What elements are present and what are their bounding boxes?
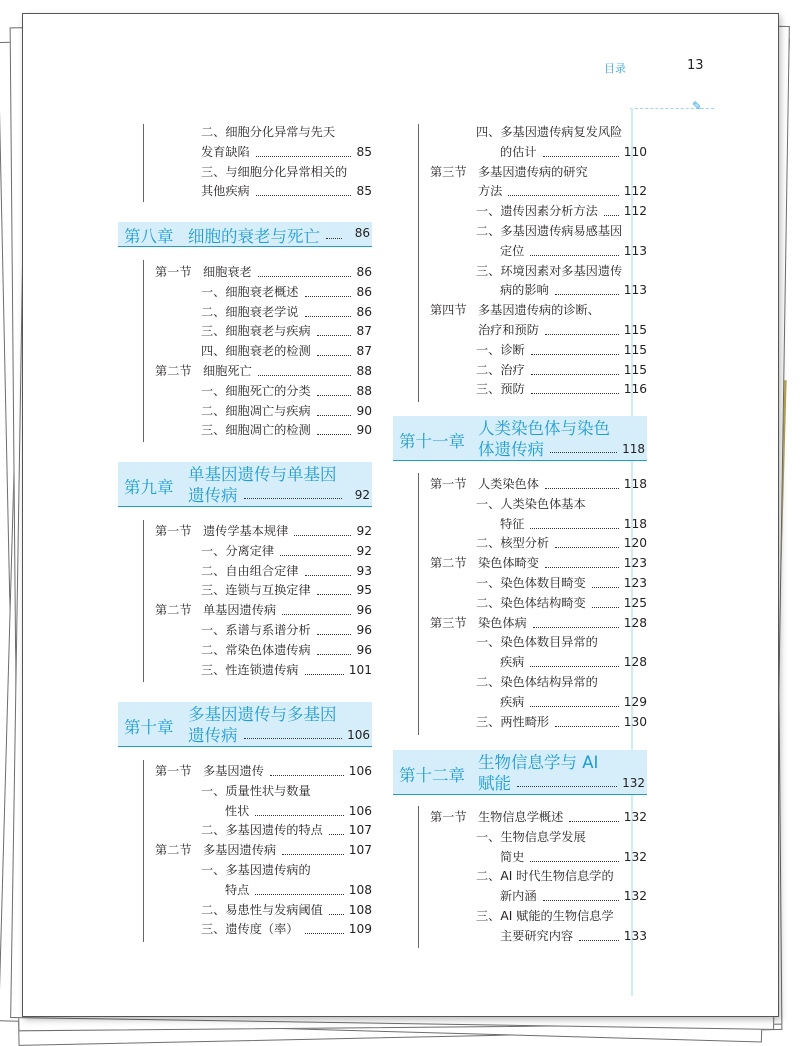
section-label: 第三节 <box>430 615 467 630</box>
section-label: 第一节 <box>155 764 192 778</box>
entry-page-number: 85 <box>356 184 372 199</box>
entry-page-number: 107 <box>348 843 372 858</box>
entry-title: 疾病 <box>500 655 525 670</box>
chapter-title: 人类染色体与染色 <box>478 419 610 438</box>
toc-entry <box>0 280 800 300</box>
chapter-heading <box>393 750 647 794</box>
chapter-number: 第十章 <box>124 718 174 737</box>
entry-title: 定位 <box>500 243 525 258</box>
entry-title: 四、多基因遗传病复发风险 <box>476 125 623 139</box>
entry-title: 特点 <box>225 882 250 897</box>
entry-page-number: 115 <box>623 323 647 337</box>
toc-entry <box>0 320 800 340</box>
chapter-underline <box>393 794 647 795</box>
leader-dots <box>530 692 618 707</box>
toc-entry <box>0 573 800 593</box>
entry-title: 三、连锁与互换定律 <box>201 583 311 598</box>
leader-dots <box>531 340 619 355</box>
leader-dots <box>531 379 619 394</box>
entry-page-number: 106 <box>348 803 372 818</box>
entry-title: 方法 <box>478 184 503 199</box>
toc-entry <box>0 827 800 847</box>
section-label: 第二节 <box>155 603 192 618</box>
toc-entry <box>0 122 800 142</box>
toc-entry <box>0 613 800 633</box>
entry-title: 遗传学基本规律 <box>203 524 289 538</box>
entry-title: 一、质量性状与数量 <box>201 783 311 798</box>
chapter-title: 细胞的衰老与死亡 <box>188 227 320 246</box>
entry-title: 三、性连锁遗传病 <box>201 662 299 677</box>
entry-title: 三、细胞衰老与疾病 <box>201 324 311 339</box>
entry-title: 细胞死亡 <box>203 364 252 378</box>
entry-title: 治疗和预防 <box>478 323 539 337</box>
toc-entry <box>0 632 800 652</box>
toc-entry <box>0 712 800 732</box>
entry-title: 二、易患性与发病阈值 <box>201 902 323 917</box>
entry-page-number: 113 <box>623 283 647 298</box>
entry-page-number: 107 <box>348 823 372 838</box>
entry-title: 一、染色体数目异常的 <box>476 635 598 650</box>
entry-title: 染色体病 <box>478 615 527 630</box>
entry-page-number: 93 <box>356 563 372 578</box>
pen-icon: ✎ <box>692 99 703 113</box>
entry-title: 单基因遗传病 <box>203 603 277 618</box>
entry-title: 生物信息学概述 <box>478 810 564 824</box>
toc-entry <box>0 652 800 672</box>
entry-page-number: 108 <box>348 882 372 897</box>
entry-title: 人类染色体 <box>478 477 539 491</box>
chapter-number: 第十二章 <box>399 766 465 785</box>
leader-dots <box>517 772 617 787</box>
entry-page-number: 109 <box>348 922 372 937</box>
entry-title: 一、细胞死亡的分类 <box>201 383 311 398</box>
chapter-heading <box>393 416 647 460</box>
entry-title: 二、自由组合定律 <box>201 563 299 578</box>
toc-entry <box>0 221 800 241</box>
entry-page-number: 113 <box>623 243 647 258</box>
toc-entry <box>0 926 800 946</box>
toc-entry <box>0 162 800 182</box>
section-label: 第二节 <box>155 364 192 378</box>
toc-entry <box>0 360 800 380</box>
entry-title: 一、细胞衰老概述 <box>201 284 299 299</box>
chapter-page-number: 92 <box>354 488 370 502</box>
entry-page-number: 112 <box>623 204 647 219</box>
chapter-title: 遗传病 <box>188 726 238 745</box>
entry-title: 发育缺陷 <box>201 144 250 159</box>
entry-title: 二、AI 时代生物信息学的 <box>476 869 614 884</box>
chapter-title: 遗传病 <box>188 486 238 505</box>
entry-page-number: 88 <box>356 383 372 398</box>
entry-page-number: 129 <box>623 694 647 709</box>
entry-title: 三、环境因素对多基因遗传 <box>476 263 623 278</box>
entry-title: 三、遗传度（率） <box>201 922 299 937</box>
toc-entry <box>0 692 800 712</box>
toc-entry <box>0 533 800 553</box>
toc-entry <box>0 886 800 906</box>
entry-title: 病的影响 <box>500 283 549 298</box>
entry-title: 二、染色体结构畸变 <box>476 595 586 610</box>
entry-page-number: 85 <box>356 144 372 159</box>
entry-title: 主要研究内容 <box>500 928 574 943</box>
entry-page-number: 128 <box>623 655 647 670</box>
entry-page-number: 96 <box>356 623 372 637</box>
toc-entry <box>0 553 800 573</box>
chapter-underline <box>393 460 647 461</box>
entry-title: 一、人类染色体基本 <box>476 496 586 511</box>
entry-title: 细胞衰老 <box>203 265 252 279</box>
entry-page-number: 108 <box>348 902 372 917</box>
entry-title: 三、AI 赋能的生物信息学 <box>476 909 614 923</box>
section-label: 第一节 <box>155 524 192 538</box>
entry-title: 三、预防 <box>476 382 525 397</box>
entry-page-number: 86 <box>356 284 372 299</box>
entry-page-number: 118 <box>623 516 647 531</box>
section-label: 第三节 <box>430 164 467 179</box>
entry-title: 二、多基因遗传的特点 <box>201 823 323 838</box>
toc-entry <box>0 906 800 926</box>
section-label: 第二节 <box>155 843 192 858</box>
toc-entry <box>0 181 800 201</box>
chapter-page-number: 106 <box>347 728 370 742</box>
entry-page-number: 86 <box>356 304 372 319</box>
entry-page-number: 87 <box>356 344 372 359</box>
section-label: 第一节 <box>430 477 467 491</box>
entry-title: 性状 <box>225 803 250 818</box>
chapter-title: 多基因遗传与多基因 <box>188 705 337 724</box>
leader-dots <box>530 241 618 256</box>
section-label: 第二节 <box>430 556 467 571</box>
entry-page-number: 130 <box>623 714 647 729</box>
leader-dots <box>533 613 619 628</box>
entry-page-number: 116 <box>623 382 647 397</box>
toc-entry <box>0 142 800 162</box>
entry-title: 二、细胞分化异常与先天 <box>201 125 336 139</box>
entry-title: 一、诊断 <box>476 342 525 357</box>
toc-entry <box>0 866 800 886</box>
entry-page-number: 132 <box>623 889 647 904</box>
chapter-title: 赋能 <box>478 774 511 793</box>
entry-page-number: 125 <box>623 595 647 610</box>
running-header-title: 目录 <box>604 62 626 75</box>
toc-entry <box>0 807 800 827</box>
leader-dots <box>530 514 618 529</box>
entry-title: 一、分离定律 <box>201 543 275 558</box>
entry-title: 三、两性畸形 <box>476 714 550 729</box>
toc-entry <box>0 593 800 613</box>
entry-page-number: 115 <box>623 342 647 357</box>
entry-title: 新内涵 <box>500 889 537 904</box>
section-label: 第一节 <box>430 810 467 824</box>
leader-dots <box>530 652 618 667</box>
entry-page-number: 92 <box>356 543 372 558</box>
chapter-page-number: 86 <box>354 226 370 240</box>
entry-page-number: 101 <box>348 662 372 677</box>
chapter-page-number: 132 <box>622 776 645 790</box>
chapter-underline <box>118 746 372 747</box>
entry-page-number: 92 <box>356 524 372 538</box>
toc-entry <box>0 300 800 320</box>
toc-entry <box>0 672 800 692</box>
entry-title: 一、系谱与系谱分析 <box>201 623 311 637</box>
toc-entry <box>0 379 800 399</box>
entry-title: 四、细胞衰老的检测 <box>201 344 311 359</box>
entry-page-number: 123 <box>623 556 647 571</box>
toc-entry <box>0 474 800 494</box>
chapter-number: 第十一章 <box>399 432 465 451</box>
toc-entry <box>0 847 800 867</box>
entry-page-number: 88 <box>356 364 372 378</box>
entry-page-number: 132 <box>623 849 647 864</box>
entry-title: 一、生物信息学发展 <box>476 829 586 844</box>
entry-page-number: 96 <box>356 603 372 618</box>
entry-title: 二、核型分析 <box>476 536 550 551</box>
entry-page-number: 133 <box>623 928 647 943</box>
toc-entry <box>0 514 800 534</box>
entry-title: 疾病 <box>500 694 525 709</box>
entry-title: 二、治疗 <box>476 362 525 377</box>
entry-page-number: 123 <box>623 576 647 590</box>
entry-page-number: 90 <box>356 403 372 418</box>
entry-page-number: 90 <box>356 423 372 438</box>
chapter-title: 生物信息学与 AI <box>478 753 599 772</box>
entry-page-number: 128 <box>623 615 647 630</box>
entry-page-number: 115 <box>623 362 647 377</box>
section-label: 第一节 <box>155 265 192 279</box>
entry-title: 其他疾病 <box>201 184 250 199</box>
chapter-number: 第九章 <box>124 478 174 497</box>
chapter-page-number: 118 <box>622 442 645 456</box>
entry-title: 一、遗传因素分析方法 <box>476 204 598 219</box>
entry-page-number: 96 <box>356 642 372 657</box>
leader-dots <box>530 847 618 862</box>
entry-title: 简史 <box>500 849 525 864</box>
entry-page-number: 110 <box>623 144 647 159</box>
page-number: 13 <box>687 58 704 73</box>
entry-page-number: 120 <box>623 536 647 551</box>
section-label: 第四节 <box>430 303 467 318</box>
entry-title: 二、染色体结构异常的 <box>476 675 598 689</box>
toc-entry <box>0 340 800 360</box>
leader-dots <box>508 181 618 196</box>
entry-page-number: 106 <box>348 764 372 778</box>
entry-title: 一、多基因遗传病的 <box>201 863 311 877</box>
leader-dots <box>531 360 619 375</box>
chapter-title: 单基因遗传与单基因 <box>188 465 337 484</box>
entry-page-number: 132 <box>623 810 647 824</box>
chapter-number: 第八章 <box>124 227 174 246</box>
entry-title: 多基因遗传病 <box>203 843 277 858</box>
entry-title: 二、常染色体遗传病 <box>201 642 311 657</box>
entry-page-number: 112 <box>623 184 647 199</box>
entry-title: 三、细胞凋亡的检测 <box>201 423 311 438</box>
entry-page-number: 87 <box>356 324 372 339</box>
entry-title: 多基因遗传病的诊断、 <box>478 303 600 318</box>
toc-entry <box>0 241 800 261</box>
entry-page-number: 86 <box>356 265 372 279</box>
entry-title: 三、与细胞分化异常相关的 <box>201 164 348 179</box>
entry-title: 二、多基因遗传病易感基因 <box>476 224 623 238</box>
toc-entry <box>0 261 800 281</box>
entry-title: 的估计 <box>500 144 537 159</box>
toc-entry <box>0 494 800 514</box>
toc-entry <box>0 201 800 221</box>
chapter-title: 体遗传病 <box>478 440 544 459</box>
entry-title: 一、染色体数目畸变 <box>476 576 586 590</box>
entry-title: 染色体畸变 <box>478 556 539 571</box>
entry-page-number: 118 <box>623 477 647 491</box>
entry-title: 多基因遗传病的研究 <box>478 164 588 179</box>
entry-title: 二、细胞凋亡与疾病 <box>201 403 311 418</box>
entry-title: 多基因遗传 <box>203 764 264 778</box>
entry-title: 特征 <box>500 516 525 531</box>
entry-title: 二、细胞衰老学说 <box>201 304 299 319</box>
entry-page-number: 95 <box>356 583 372 598</box>
